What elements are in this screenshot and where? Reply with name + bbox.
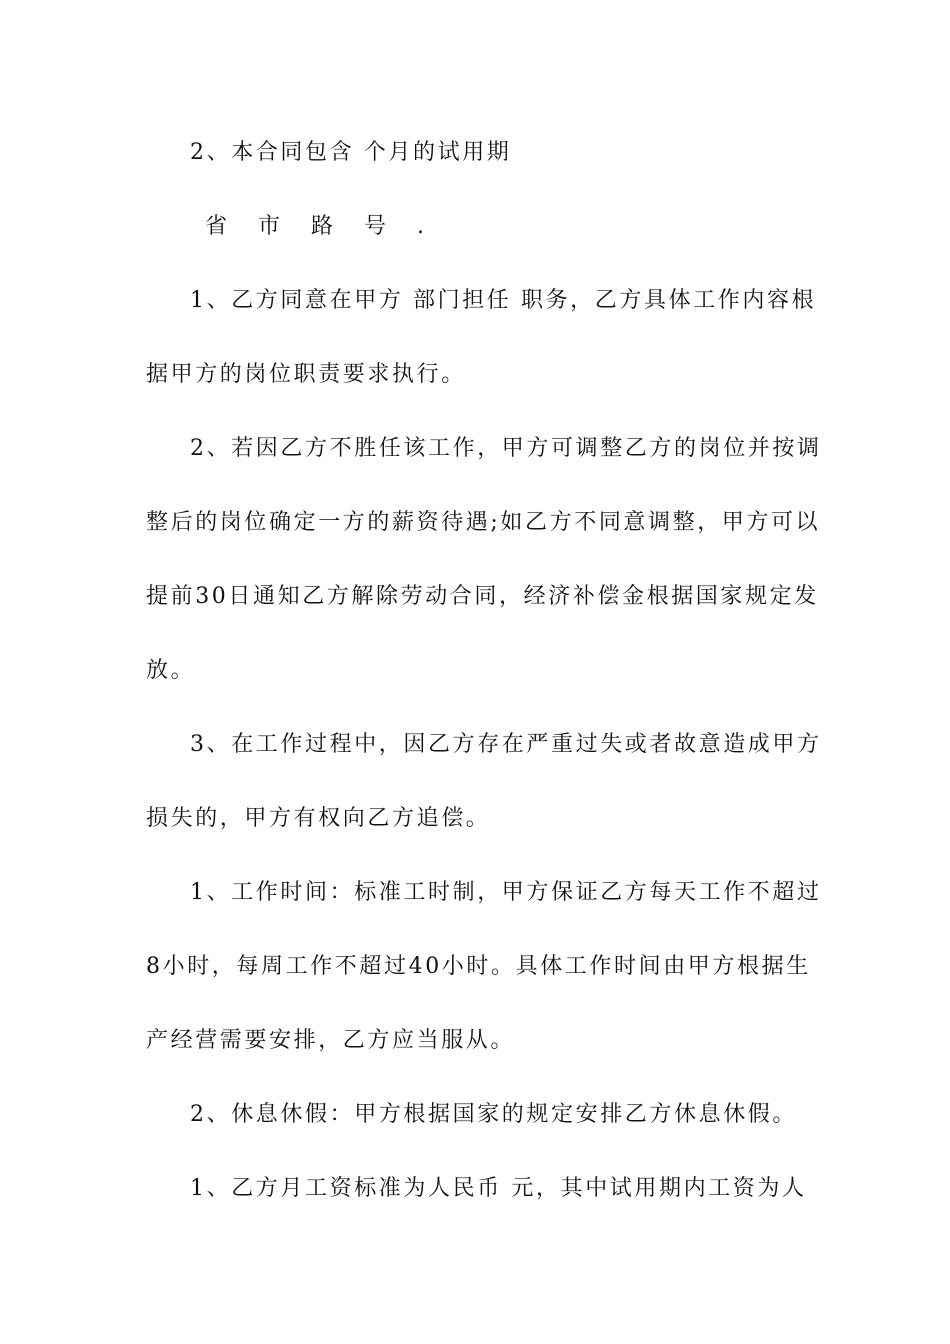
text-line-2: 省 市 路 号 . — [205, 214, 436, 239]
text-line-11: 1、工作时间：标准工时制，甲方保证乙方每天工作不超过 — [190, 880, 822, 905]
text-line-8: 放。 — [146, 658, 196, 683]
text-line-10: 损失的，甲方有权向乙方追偿。 — [146, 806, 491, 831]
text-line-13: 产经营需要安排，乙方应当服从。 — [146, 1028, 516, 1053]
text-line-12: 8小时，每周工作不超过40小时。具体工作时间由甲方根据生 — [146, 954, 811, 979]
text-line-3: 1、乙方同意在甲方 部门担任 职务，乙方具体工作内容根 — [190, 288, 817, 313]
text-line-9: 3、在工作过程中，因乙方存在严重过失或者故意造成甲方 — [190, 732, 822, 757]
text-line-1: 2、本合同包含 个月的试用期 — [190, 140, 512, 165]
text-line-4: 据甲方的岗位职责要求执行。 — [146, 362, 466, 387]
text-line-5: 2、若因乙方不胜任该工作，甲方可调整乙方的岗位并按调 — [190, 436, 822, 461]
text-line-15: 1、乙方月工资标准为人民币 元，其中试用期内工资为人 — [190, 1176, 807, 1201]
text-line-14: 2、休息休假：甲方根据国家的规定安排乙方休息休假。 — [190, 1102, 797, 1127]
text-line-6: 整后的岗位确定一方的薪资待遇;如乙方不同意调整，甲方可以 — [146, 510, 821, 535]
text-line-7: 提前30日通知乙方解除劳动合同，经济补偿金根据国家规定发 — [146, 584, 819, 609]
